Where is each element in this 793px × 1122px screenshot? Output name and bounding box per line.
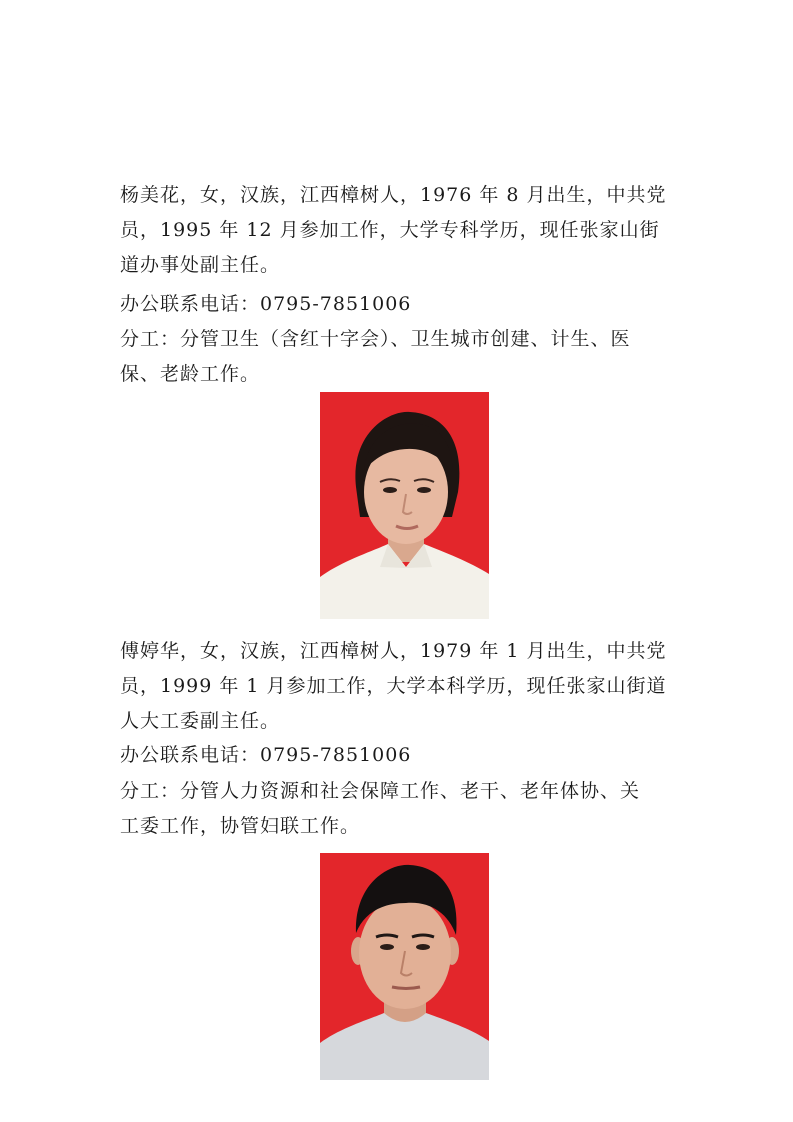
portrait-image	[320, 853, 489, 1080]
phone-line: 办公联系电话：0795-7851006	[120, 293, 412, 315]
portrait-image	[320, 392, 489, 619]
phone-line: 办公联系电话：0795-7851006	[120, 744, 412, 766]
portrait-photo-male	[320, 853, 489, 1080]
duty-line-1: 分工：分管卫生（含红十字会）、卫生城市创建、计生、医	[120, 328, 631, 350]
bio-line-3: 人大工委副主任。	[120, 710, 281, 732]
bio-line-3: 道办事处副主任。	[120, 254, 281, 276]
bio-line-2: 员，1995 年 12 月参加工作，大学专科学历，现任张家山街	[120, 219, 660, 241]
bio-line-2: 员，1999 年 1 月参加工作，大学本科学历，现任张家山街道	[120, 675, 667, 697]
bio-line-1: 杨美花，女，汉族，江西樟树人，1976 年 8 月出生，中共党	[120, 184, 667, 206]
bio-line-1: 傅婷华，女，汉族，江西樟树人，1979 年 1 月出生，中共党	[120, 640, 667, 662]
duty-line-1: 分工：分管人力资源和社会保障工作、老干、老年体协、关	[120, 780, 641, 802]
duty-line-2: 工委工作，协管妇联工作。	[120, 815, 361, 837]
portrait-photo-female	[320, 392, 489, 619]
duty-line-2: 保、老龄工作。	[120, 363, 261, 385]
